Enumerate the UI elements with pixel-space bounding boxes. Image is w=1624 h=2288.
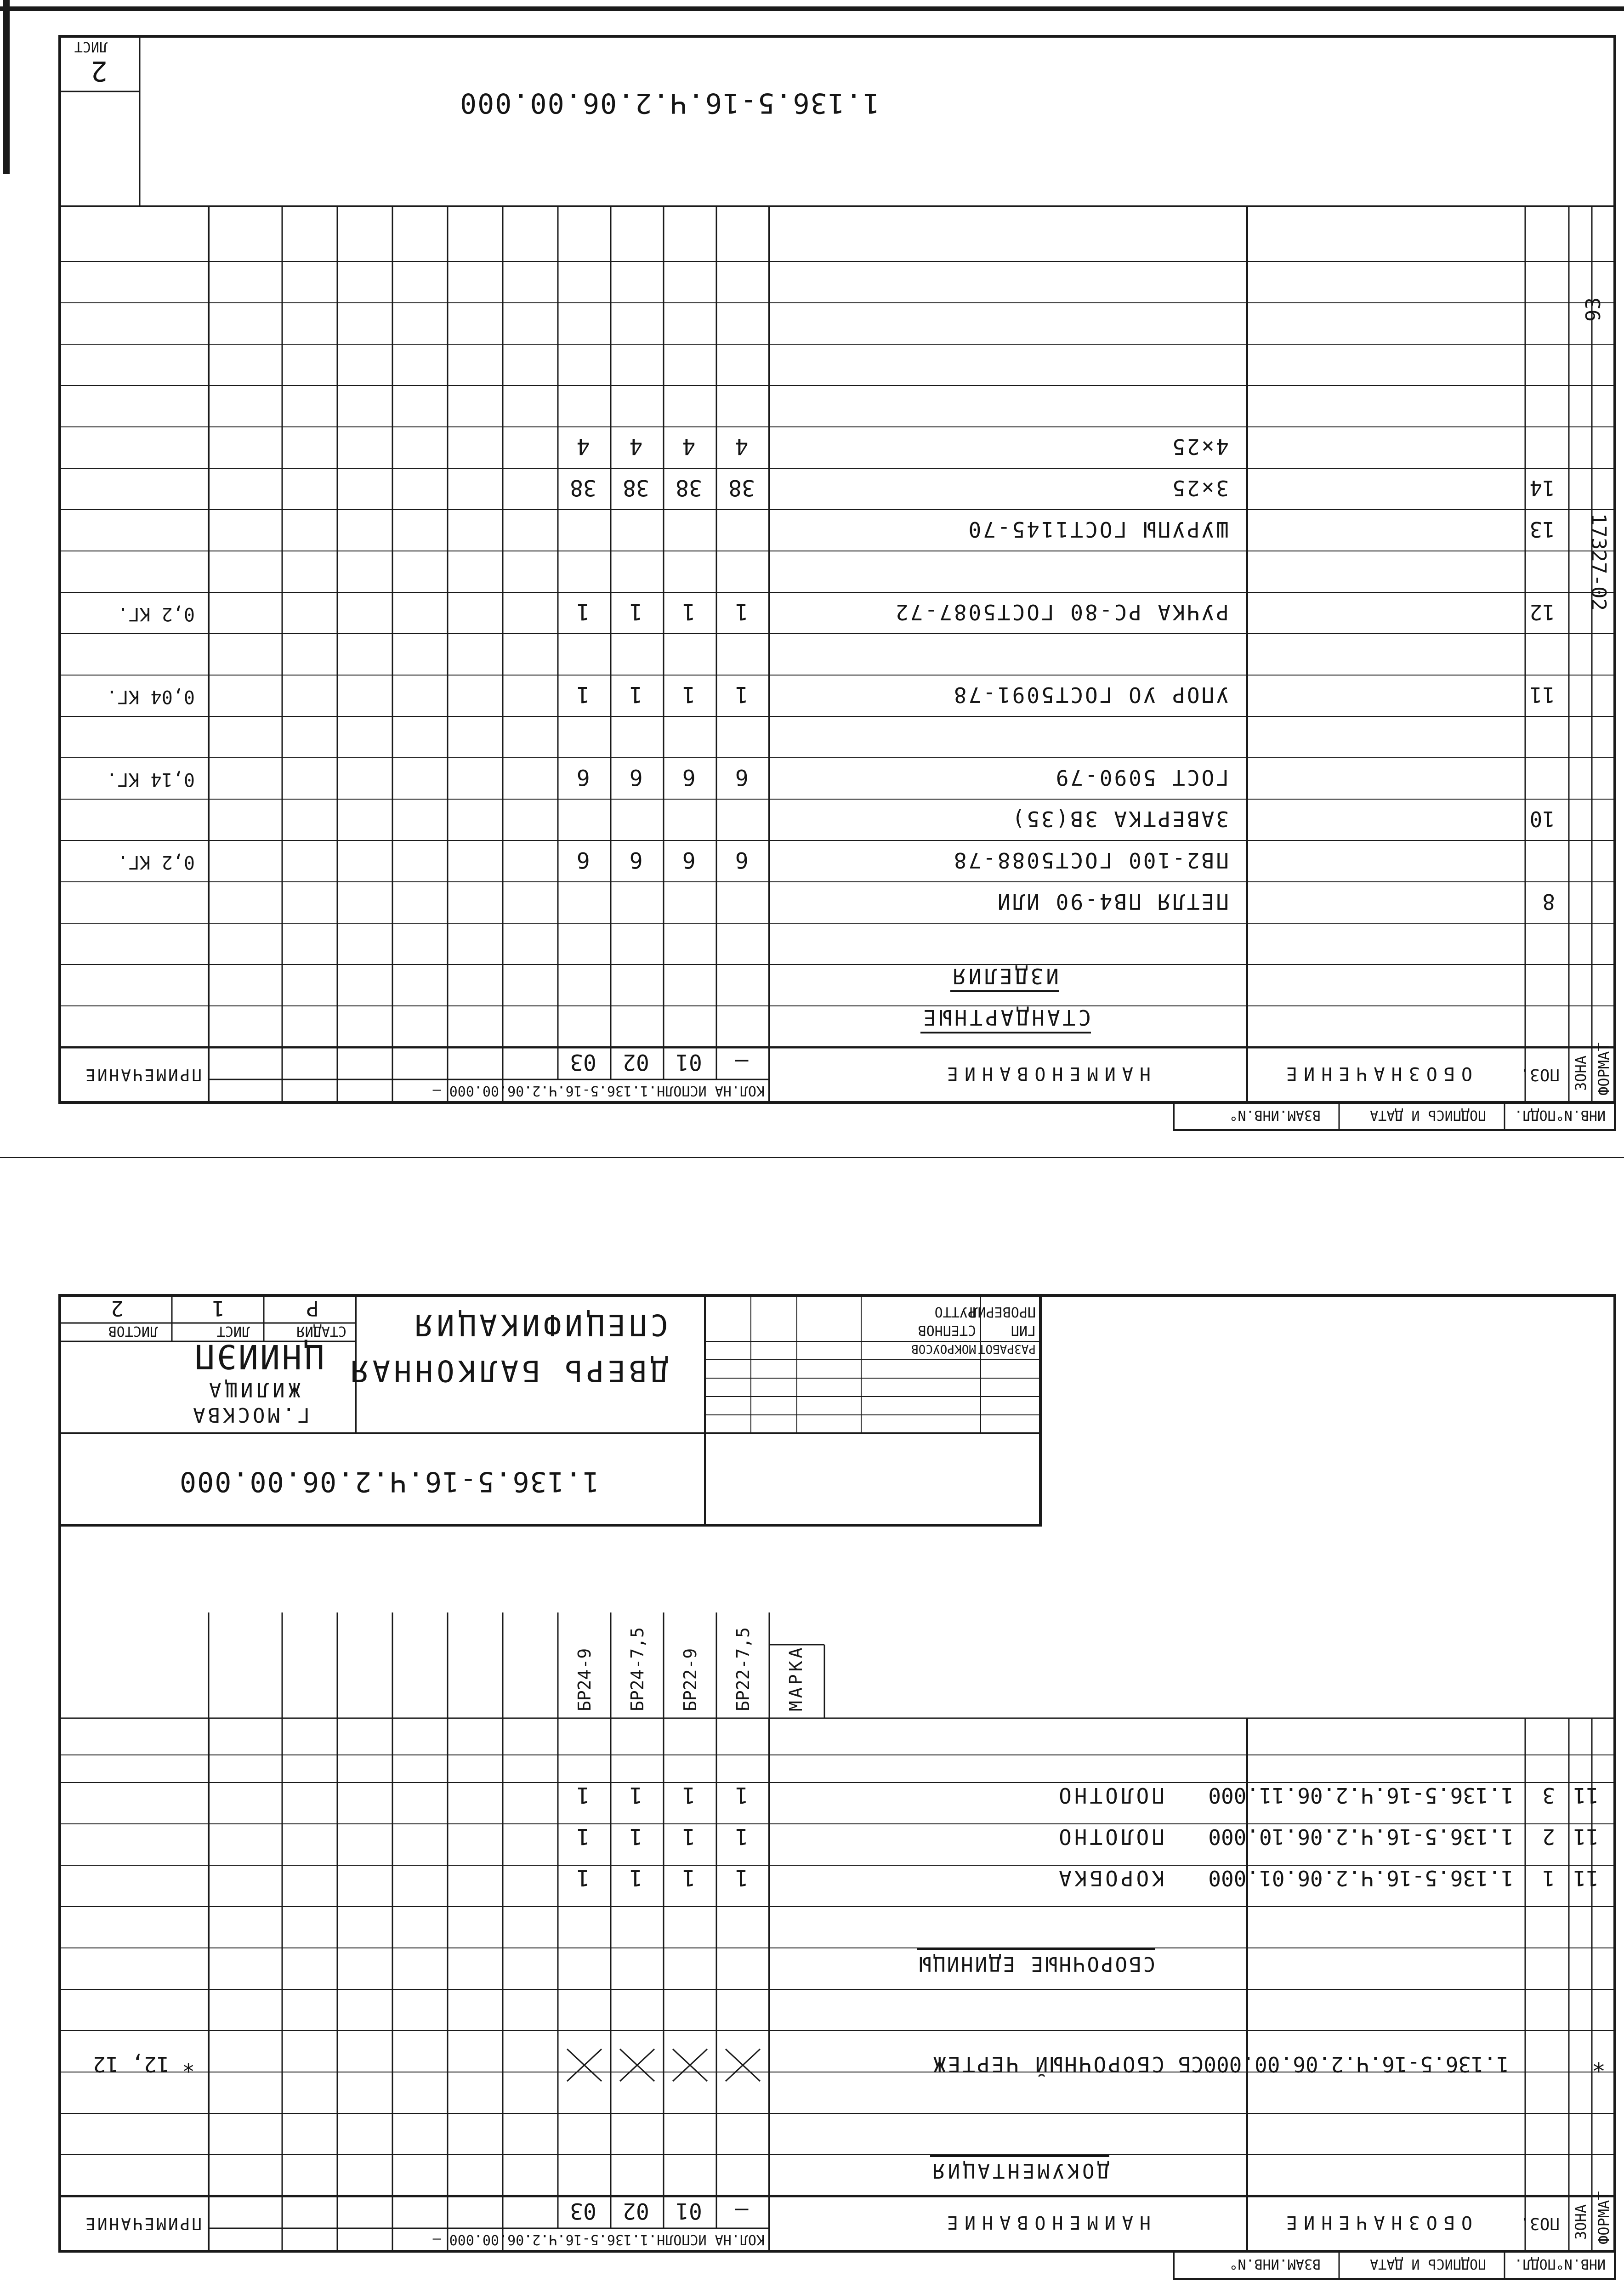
row-qty: 38	[728, 475, 755, 500]
col-qty-header: КОЛ.НА ИСПОЛН.1.136.5-16.Ч.2.06.00.000 –	[432, 1083, 765, 1099]
row-pos: 2	[1542, 1824, 1555, 1849]
col-zone-header: ЗОНА	[1572, 2204, 1590, 2240]
stamp-vzam: ВЗАМ.ИНВ.N°	[1229, 2256, 1321, 2272]
row-qty: 1	[629, 1823, 643, 1849]
row-qty: 6	[735, 764, 749, 790]
org-name: ЦНИИЭП	[193, 1337, 324, 1376]
doc-code: 1.136.5-16.Ч.2.06.00.000	[459, 87, 880, 119]
col-pos-header: ПОЗ.	[1520, 2214, 1560, 2233]
stage-value: Р	[306, 1296, 319, 1321]
row-qty: 1	[682, 1823, 696, 1849]
row-pos: 13	[1529, 517, 1555, 542]
row-format: 11	[1573, 1783, 1599, 1808]
sheet-value: 1	[212, 1296, 225, 1321]
margin-page: 93	[1582, 297, 1606, 322]
row-qty: 1	[682, 1782, 696, 1808]
title-line-2: СПЕЦИФИКАЦИЯ	[411, 1307, 668, 1341]
row-qty: 4	[576, 433, 590, 459]
row-pos: 3	[1542, 1783, 1555, 1808]
qty-col-0: –	[735, 2198, 749, 2224]
role-label: ГИП	[1011, 1322, 1036, 1338]
row-note: 0,14 КГ.	[106, 769, 195, 790]
row-qty: 38	[623, 475, 649, 500]
row-qty: 6	[629, 847, 643, 873]
stamp-vzam: ВЗАМ.ИНВ.N°	[1229, 1107, 1321, 1123]
sheet-label: ЛИСТ	[216, 1323, 250, 1339]
qty-col-3: 03	[570, 1049, 596, 1075]
margin-note: 17327-02	[1587, 513, 1610, 611]
row-qty: 4	[735, 433, 749, 459]
row-qty: 4	[629, 433, 643, 459]
stamp-inv-podl: ИНВ.N°ПОДЛ.	[1514, 2256, 1606, 2272]
sheet-label: ЛИСТ	[74, 39, 108, 55]
row-qty: 6	[629, 764, 643, 790]
row-pos: 11	[1529, 682, 1555, 707]
sheet-number: 2	[91, 55, 108, 87]
col-name-header: НАИМЕНОВАНИЕ	[941, 2212, 1151, 2233]
row-qty: 1	[735, 599, 749, 625]
row-qty: 1	[576, 681, 590, 707]
row-qty: 1	[629, 681, 643, 707]
role-label: ПРОВЕРИЛ	[969, 1304, 1036, 1320]
row-qty: 6	[682, 764, 696, 790]
col-designation-header: ОБОЗНАЧЕНИЕ	[1280, 1063, 1472, 1084]
role-name: СТЕПНОВ	[918, 1322, 976, 1338]
qty-col-3: 03	[570, 2198, 596, 2224]
row-name: УПОР УО ГОСТ5091-78	[952, 682, 1229, 707]
qty-col-2: 02	[623, 1049, 649, 1075]
row-name: 3×25	[1170, 476, 1229, 500]
section-products: ИЗДЕЛИЯ	[950, 964, 1059, 992]
row-qty: 1	[735, 681, 749, 707]
role-name: МОКРОУСОВ	[911, 1342, 976, 1356]
row-designation: 1.136.5-16.Ч.2.06.10.000	[1208, 1824, 1514, 1849]
row-qty: 6	[576, 764, 590, 790]
row-name: ПЕТЛЯ ПВ4-90 ИЛИ	[995, 889, 1229, 914]
row-qty: 6	[682, 847, 696, 873]
assembly-name: СБОРОЧНЫЙ ЧЕРТЕЖ	[931, 2052, 1164, 2077]
row-name: КОРОБКА	[1056, 1866, 1164, 1891]
row-name: РУЧКА РС-80 ГОСТ5087-72	[894, 600, 1229, 625]
row-name: ШУРУПЫ ГОСТ1145-70	[966, 517, 1229, 542]
stage-label: СТАДИЯ	[296, 1323, 346, 1339]
row-note: 0,04 КГ.	[106, 686, 195, 707]
row-pos: 14	[1529, 476, 1555, 500]
section-documentation: ДОКУМЕНТАЦИЯ	[930, 2155, 1109, 2182]
row-format: 11	[1573, 1824, 1599, 1849]
qty-col-0: –	[735, 1049, 749, 1075]
row-designation: 1.136.5-16.Ч.2.06.11.000	[1208, 1783, 1514, 1808]
stamp-podpis: ПОДПИСЬ И ДАТА	[1370, 2256, 1486, 2272]
sheets-value: 2	[111, 1296, 124, 1321]
col-pos-header: ПОЗ.	[1520, 1065, 1560, 1084]
row-qty: 1	[735, 1782, 749, 1808]
col-name-header: НАИМЕНОВАНИЕ	[941, 1063, 1151, 1084]
assembly-note: * 12, 12	[93, 2052, 195, 2077]
row-qty: 1	[735, 1823, 749, 1849]
row-note: 0,2 КГ.	[117, 852, 195, 873]
row-pos: 8	[1542, 889, 1555, 914]
org-city: Г.МОСКВА	[190, 1403, 310, 1426]
brand-label: БР22-7,5	[733, 1627, 753, 1711]
qty-col-2: 02	[623, 2198, 649, 2224]
row-name: 4×25	[1170, 434, 1229, 459]
row-qty: 38	[570, 475, 596, 500]
org-sub: ЖИЛИЩА	[205, 1378, 301, 1401]
row-qty: 6	[576, 847, 590, 873]
row-name: ПОЛОТНО	[1056, 1824, 1164, 1849]
row-format: 11	[1573, 1866, 1599, 1891]
role-name: РУТТО	[934, 1304, 976, 1320]
qty-col-1: 01	[676, 2198, 702, 2224]
row-qty: 1	[682, 1865, 696, 1891]
row-qty: 1	[682, 599, 696, 625]
row-qty: 1	[629, 599, 643, 625]
row-note: 0,2 КГ.	[117, 603, 195, 625]
row-name: ГОСТ 5090-79	[1054, 765, 1229, 790]
section-assembly-units: СБОРОЧНЫЕ ЕДИНИЦЫ	[917, 1948, 1155, 1976]
qty-col-1: 01	[676, 1049, 702, 1075]
col-notes-header: ПРИМЕЧАНИЕ	[84, 1065, 202, 1084]
title-line-1: ДВЕРЬ БАЛКОННАЯ	[347, 1353, 668, 1387]
col-format-header: ФОРМАТ	[1595, 1042, 1613, 1096]
stamp-podpis: ПОДПИСЬ И ДАТА	[1370, 1107, 1486, 1123]
col-qty-header: КОЛ.НА ИСПОЛН.1.136.5-16.Ч.2.06.00.000 –	[432, 2231, 765, 2248]
assembly-format-mark: *	[1591, 2050, 1606, 2077]
row-qty: 1	[576, 1823, 590, 1849]
stamp-inv-podl: ИНВ.N°ПОДЛ.	[1514, 1107, 1606, 1123]
row-qty: 38	[676, 475, 702, 500]
row-name: ПВ2-100 ГОСТ5088-78	[952, 848, 1229, 873]
col-zone-header: ЗОНА	[1572, 1055, 1590, 1091]
row-qty: 1	[629, 1865, 643, 1891]
row-qty: 1	[629, 1782, 643, 1808]
row-qty: 4	[682, 433, 696, 459]
row-pos: 12	[1529, 600, 1555, 625]
role-label: РАЗРАБОТ.	[971, 1342, 1036, 1356]
row-qty: 1	[682, 681, 696, 707]
row-pos: 1	[1542, 1866, 1555, 1891]
row-pos: 10	[1529, 806, 1555, 831]
row-qty: 6	[735, 847, 749, 873]
brand-label: БР24-7,5	[627, 1627, 647, 1711]
row-qty: 1	[576, 599, 590, 625]
col-format-header: ФОРМАТ	[1595, 2191, 1613, 2244]
brand-label: БР22-9	[680, 1648, 700, 1711]
row-qty: 1	[735, 1865, 749, 1891]
row-name: ЗАВЕРТКА 3В(35)	[1010, 806, 1229, 831]
row-qty: 1	[576, 1865, 590, 1891]
sheets-label: ЛИСТОВ	[108, 1323, 158, 1339]
col-designation-header: ОБОЗНАЧЕНИЕ	[1280, 2212, 1472, 2233]
section-standard: СТАНДАРТНЫЕ	[920, 1005, 1091, 1033]
row-designation: 1.136.5-16.Ч.2.06.01.000	[1208, 1866, 1514, 1891]
row-qty: 1	[576, 1782, 590, 1808]
col-notes-header: ПРИМЕЧАНИЕ	[84, 2214, 202, 2233]
assembly-designation: 1.136.5-16.Ч.2.06.00.000СБ	[1178, 2052, 1509, 2077]
row-name: ПОЛОТНО	[1056, 1783, 1164, 1808]
brands-header: МАРКА	[786, 1645, 806, 1711]
doc-code: 1.136.5-16.Ч.2.06.00.000	[179, 1465, 599, 1498]
brand-label: БР24-9	[574, 1648, 595, 1711]
